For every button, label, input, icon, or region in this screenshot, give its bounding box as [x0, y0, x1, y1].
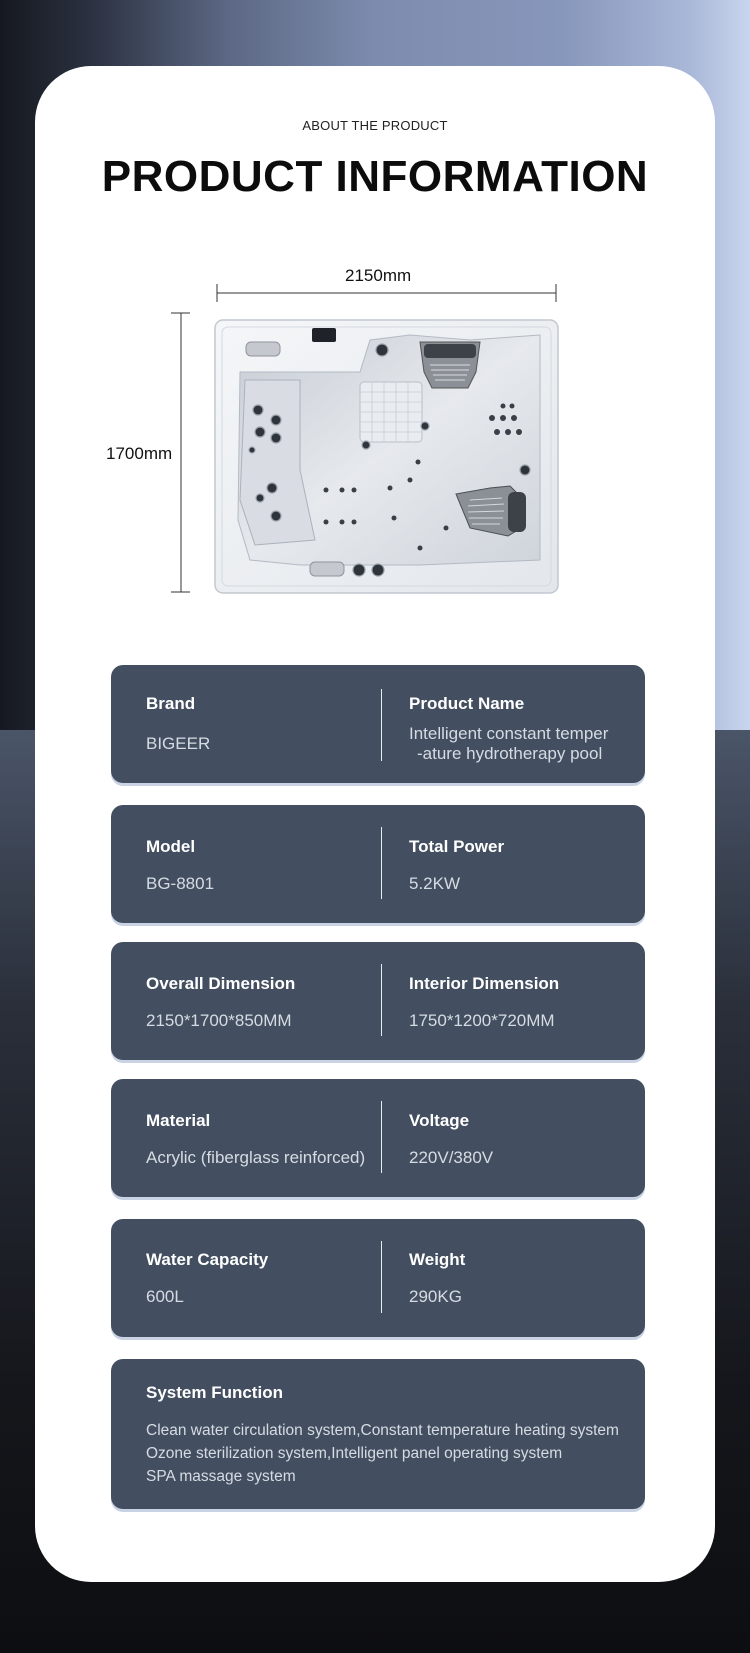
spec-row-capacity: [111, 1219, 645, 1337]
spec-row-brand: [111, 665, 645, 783]
brand-label: Brand: [146, 694, 196, 713]
overall-dimension-value: 2150*1700*850MM: [146, 1011, 292, 1030]
spec-divider: [381, 964, 382, 1036]
system-function-panel: [111, 1359, 645, 1509]
height-dimension-line: [171, 313, 190, 592]
product-name-value-line1: Intelligent constant temper: [409, 724, 609, 743]
interior-dimension-value: 1750*1200*720MM: [409, 1011, 555, 1030]
system-function-label: System Function: [146, 1383, 283, 1402]
water-capacity-label: Water Capacity: [146, 1250, 269, 1269]
spec-row-dimension: [111, 942, 645, 1060]
eyebrow-text: ABOUT THE PRODUCT: [302, 118, 448, 133]
weight-label: Weight: [409, 1250, 466, 1269]
overall-dimension-label: Overall Dimension: [146, 974, 296, 993]
model-label: Model: [146, 837, 196, 856]
spa-image: [215, 320, 558, 593]
page-title: PRODUCT INFORMATION: [101, 152, 649, 201]
system-function-line: Ozone sterilization system,Intelligent panel operating system: [146, 1445, 563, 1462]
product-name-value-line2: -ature hydrotherapy pool: [417, 744, 603, 763]
spec-divider: [381, 689, 382, 761]
weight-value: 290KG: [409, 1287, 462, 1306]
width-dimension-line: [217, 284, 556, 302]
spec-divider: [381, 1101, 382, 1173]
interior-dimension-label: Interior Dimension: [409, 974, 560, 993]
voltage-label: Voltage: [409, 1111, 470, 1130]
spa-diagram: [0, 0, 750, 620]
system-function-line: Clean water circulation system,Constant temperature heating system: [146, 1422, 619, 1439]
voltage-value: 220V/380V: [409, 1148, 494, 1167]
brand-value: BIGEER: [146, 734, 211, 753]
water-capacity-value: 600L: [146, 1287, 184, 1306]
spec-divider: [381, 1241, 382, 1313]
product-name-label: Product Name: [409, 694, 525, 713]
width-label: 2150mm: [345, 266, 412, 285]
spec-row-material: [111, 1079, 645, 1197]
material-label: Material: [146, 1111, 211, 1130]
spec-divider: [381, 827, 382, 899]
total-power-label: Total Power: [409, 837, 505, 856]
height-label: 1700mm: [106, 444, 173, 463]
spec-row-model: [111, 805, 645, 923]
model-value: BG-8801: [146, 874, 215, 893]
system-function-line: SPA massage system: [146, 1468, 296, 1485]
material-value: Acrylic (fiberglass reinforced): [146, 1148, 366, 1167]
total-power-value: 5.2KW: [409, 874, 461, 893]
